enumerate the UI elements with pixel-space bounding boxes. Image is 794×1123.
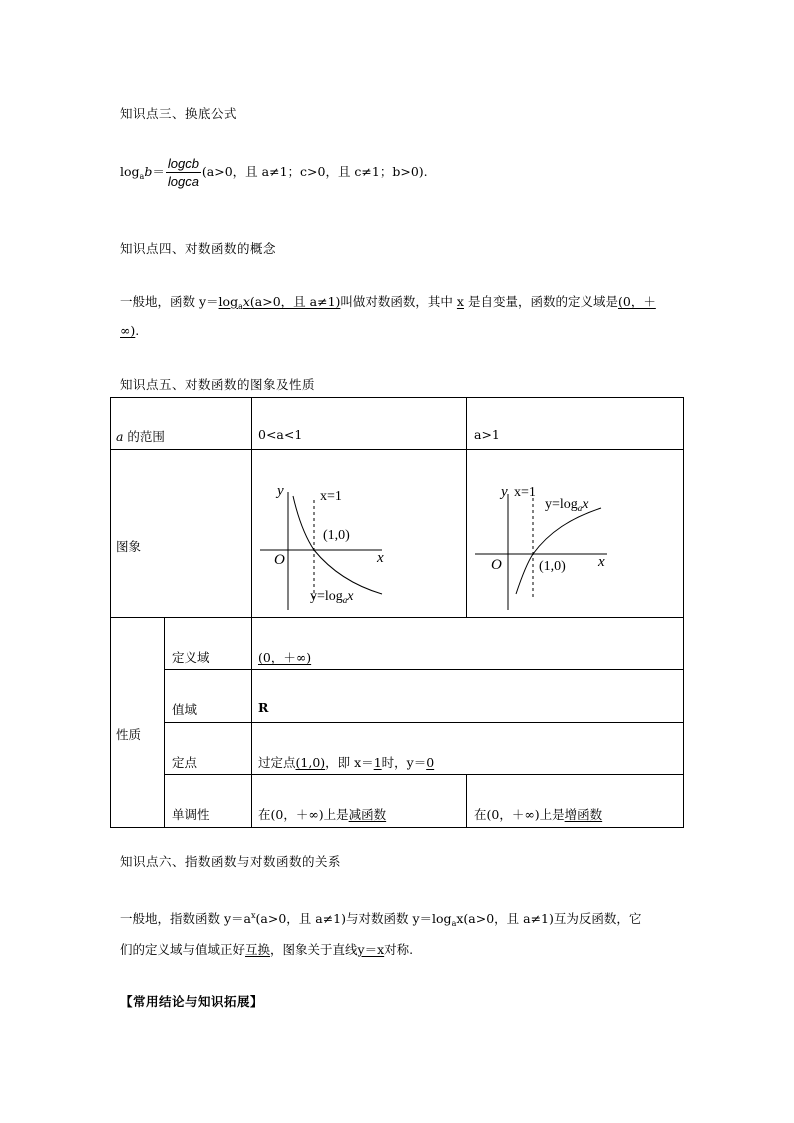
relation2-mid: ，图象关于直线 bbox=[270, 942, 358, 957]
relation2-end: 对称. bbox=[384, 942, 414, 957]
table-properties-divider bbox=[164, 617, 165, 828]
table-line-range bbox=[164, 722, 684, 723]
def-condition: (a>0，且 a≠1) bbox=[249, 294, 341, 309]
fixed-point-value bbox=[258, 753, 434, 771]
range-label: 值域 bbox=[172, 702, 198, 717]
log-function-properties-table bbox=[110, 397, 684, 828]
graph2-y-label: y bbox=[501, 484, 508, 500]
graph-row-label: 图象 bbox=[116, 539, 142, 554]
graph2-x-label: x bbox=[598, 554, 605, 570]
fixed-y: 0 bbox=[426, 755, 435, 770]
graph2-asymptote-label: x=1 bbox=[514, 485, 536, 500]
relation-exponent: x bbox=[251, 911, 256, 920]
header-a: a bbox=[116, 429, 124, 444]
graph2-curve-x: x bbox=[582, 497, 589, 512]
graph1-x-label: x bbox=[377, 550, 384, 566]
monotonicity-decreasing bbox=[258, 805, 386, 823]
graph2-origin-label: O bbox=[491, 557, 502, 573]
log-function-definition-line1 bbox=[120, 292, 656, 311]
relation-prefix: 一般地，指数函数 y＝a bbox=[120, 911, 251, 926]
definition-domain-part1: (0，＋ bbox=[617, 294, 656, 309]
definition-domain-part2: ∞) bbox=[120, 323, 136, 338]
formula-log: log bbox=[120, 164, 140, 179]
section3-heading: 知识点三、换底公式 bbox=[120, 106, 238, 121]
monotonicity-increasing bbox=[474, 805, 602, 823]
def-base: a bbox=[238, 302, 243, 311]
formula-log-base: a bbox=[139, 172, 145, 181]
header-col2: a>1 bbox=[474, 427, 500, 442]
graph2-curve-prefix: y=log bbox=[545, 497, 578, 512]
relation-mid: (a>0，且 a≠1)与对数函数 y＝log bbox=[255, 911, 452, 926]
table-border-left bbox=[110, 397, 111, 828]
graph2-curve-base: a bbox=[577, 503, 583, 513]
change-of-base-formula bbox=[120, 156, 428, 189]
domain-value bbox=[258, 648, 311, 666]
formula-fraction bbox=[166, 156, 201, 189]
formula-conditions: (a>0，且 a≠1；c>0，且 c≠1；b>0). bbox=[201, 164, 428, 179]
section4-heading: 知识点四、对数函数的概念 bbox=[120, 241, 277, 256]
mono-right-value: 增函数 bbox=[564, 807, 603, 822]
relation2-swap: 互换 bbox=[245, 942, 271, 957]
graph1-curve-x: x bbox=[347, 589, 354, 604]
log-function-definition-line2 bbox=[120, 323, 139, 338]
inverse-relation-line2 bbox=[120, 940, 413, 958]
table-col-divider-2-bottom bbox=[466, 774, 467, 828]
definition-end: . bbox=[135, 323, 140, 338]
table-border-right bbox=[683, 397, 684, 828]
graph2-point-label: (1,0) bbox=[539, 559, 566, 574]
header-range-label bbox=[116, 427, 165, 445]
formula-b: b bbox=[144, 164, 153, 179]
relation2-prefix: 们的定义域与值域正好 bbox=[120, 942, 246, 957]
properties-label: 性质 bbox=[116, 727, 142, 742]
footer-heading: 【常用结论与知识拓展】 bbox=[120, 994, 264, 1009]
header-range-text: 的范围 bbox=[123, 429, 165, 444]
graph1-curve-prefix: y=log bbox=[310, 589, 343, 604]
table-border-top bbox=[110, 397, 684, 398]
definition-variable: x bbox=[456, 294, 464, 309]
table-border-bottom bbox=[110, 827, 684, 828]
domain-label: 定义域 bbox=[172, 650, 210, 665]
relation2-line: y＝x bbox=[357, 942, 385, 957]
domain-value-text: (0，＋∞) bbox=[258, 650, 312, 665]
formula-numerator: logcb bbox=[167, 156, 199, 171]
table-line-fixed bbox=[164, 774, 684, 775]
table-line-graph bbox=[110, 617, 684, 618]
graph2-curve bbox=[516, 508, 601, 594]
graph-increasing bbox=[467, 450, 683, 617]
definition-mid2: 是自变量，函数的定义域是 bbox=[467, 294, 618, 309]
fixed-x: 1 bbox=[373, 755, 382, 770]
mono-right-prefix: 在(0，＋∞)上是 bbox=[474, 807, 565, 822]
range-value: R bbox=[258, 700, 269, 715]
fixed-point-label: 定点 bbox=[172, 755, 198, 770]
formula-denominator: logca bbox=[167, 174, 199, 189]
table-line-domain bbox=[164, 669, 684, 670]
graph1-y-label: y bbox=[277, 483, 284, 499]
graph2-curve-label bbox=[545, 497, 589, 513]
mono-left-prefix: 在(0，＋∞)上是 bbox=[258, 807, 349, 822]
fixed-prefix: 过定点 bbox=[258, 755, 296, 770]
graph-decreasing bbox=[252, 450, 466, 617]
fixed-point: (1,0) bbox=[295, 755, 326, 770]
graph1-curve bbox=[293, 496, 382, 594]
def-x: x bbox=[242, 294, 250, 309]
graph1-origin-label: O bbox=[274, 552, 285, 568]
def-log: log bbox=[218, 294, 239, 309]
graph1-curve-label bbox=[310, 589, 354, 605]
definition-mid: 叫做对数函数，其中 bbox=[340, 294, 453, 309]
graph1-asymptote-label: x=1 bbox=[320, 489, 342, 504]
fixed-mid: ，即 x＝ bbox=[325, 755, 374, 770]
header-col1: 0<a<1 bbox=[258, 427, 303, 442]
inverse-relation-line1 bbox=[120, 909, 641, 928]
formula-equals: ＝ bbox=[152, 164, 165, 179]
graph1-curve-base: a bbox=[342, 595, 348, 605]
relation-base: a bbox=[451, 919, 457, 928]
section6-heading: 知识点六、指数函数与对数函数的关系 bbox=[120, 854, 342, 869]
mono-left-value: 减函数 bbox=[348, 807, 387, 822]
fixed-mid2: 时，y＝ bbox=[381, 755, 427, 770]
relation-mid2: x(a>0，且 a≠1)互为反函数，它 bbox=[456, 911, 642, 926]
section5-heading: 知识点五、对数函数的图象及性质 bbox=[120, 377, 316, 392]
monotonicity-label: 单调性 bbox=[172, 807, 210, 822]
definition-function bbox=[219, 294, 341, 309]
definition-prefix: 一般地，函数 y＝ bbox=[120, 294, 219, 309]
graph1-point-label: (1,0) bbox=[323, 528, 350, 543]
